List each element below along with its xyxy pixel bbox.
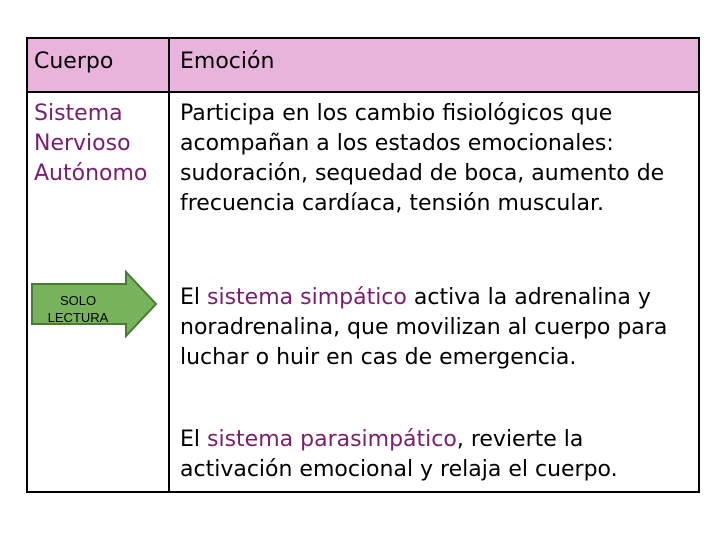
sympathetic-prefix: El — [180, 285, 208, 310]
sympathetic-rest: activa la adrenalina y noradrenalina, que movilizan al cuerpo para luchar o huir en cas de emergencia. — [180, 285, 668, 370]
parasympathetic-prefix: El — [180, 427, 208, 452]
solo-lectura-arrow — [30, 270, 158, 338]
header-cuerpo: Cuerpo — [34, 49, 114, 74]
table-header — [28, 39, 698, 93]
emotion-table — [26, 37, 700, 493]
arrow-label — [30, 292, 126, 326]
arrow-label-line-2: LECTURA — [47, 310, 109, 325]
sympathetic-paragraph — [180, 283, 695, 373]
header-emocion: Emoción — [180, 49, 275, 74]
column-divider — [168, 39, 170, 491]
parasympathetic-rest: , revierte la activación emocional y relaja el cuerpo. — [180, 427, 618, 482]
body-line-3: Autónomo — [34, 161, 148, 186]
arrow-label-line-1: SOLO — [59, 293, 97, 308]
sympathetic-term: sistema simpático — [207, 285, 407, 310]
autonomic-description: Participa en los cambio fisiológicos que acompañan a los estados emocionales: sudoración, sequedad de boca, aumento de frecuencia cardíaca, tensión muscular. — [180, 101, 665, 216]
parasympathetic-term: sistema parasimpático — [207, 427, 457, 452]
parasympathetic-paragraph — [180, 425, 695, 485]
body-system-label — [34, 99, 164, 189]
body-line-1: Sistema — [34, 101, 123, 126]
body-line-2: Nervioso — [34, 131, 131, 156]
